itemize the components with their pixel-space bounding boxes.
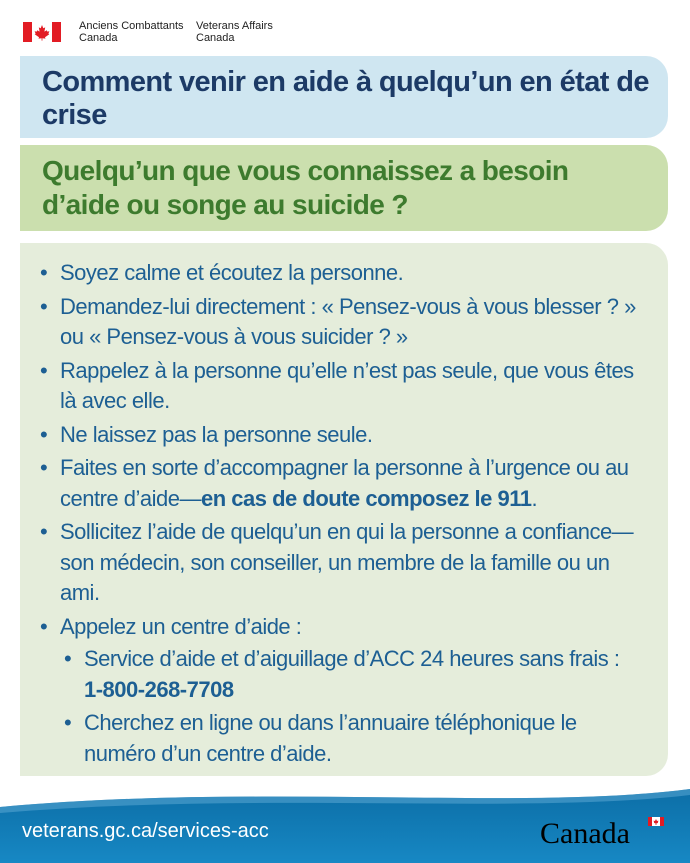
list-item: [20, 356, 668, 417]
advice-list: [20, 258, 668, 772]
page-title: Comment venir en aide à quelqu’un en état de crise: [42, 66, 649, 131]
list-item: [20, 420, 668, 451]
subtitle-banner: [20, 145, 668, 231]
list-item: [20, 258, 668, 289]
page-subtitle: Quelqu’un que vous connaissez a besoin d’aide ou songe au suicide ?: [42, 155, 569, 220]
list-item-text: Soyez calme et écoutez la personne.: [60, 260, 404, 285]
phone-number[interactable]: 1-800-268-7708: [84, 676, 234, 702]
dept-fr-line1: Anciens Combattants: [79, 20, 184, 32]
list-item-text: Ne laissez pas la personne seule.: [60, 421, 373, 447]
list-item: [20, 292, 668, 353]
list-item-text: ou « Pensez-vous à vous suicider ? »: [60, 324, 408, 349]
canada-wordmark-logo: [540, 811, 670, 851]
list-item-text: .: [531, 485, 538, 511]
sublist-item-text: Cherchez en ligne ou dans l’annuaire téléphonique le numéro d’un centre d’aide.: [84, 710, 577, 766]
dept-fr-line2: Canada: [79, 32, 118, 44]
list-item: [20, 453, 668, 514]
department-name-fr: [79, 20, 184, 44]
title-banner: [20, 56, 668, 138]
sublist-item: [60, 644, 652, 705]
government-header: [0, 0, 690, 56]
canada-flag-icon: [23, 22, 61, 42]
department-name-en: [196, 20, 273, 44]
sublist-item-text: • Service d’aide et d’aiguillage d’ACC 24 heures sans frais :: [84, 646, 620, 671]
list-item-text: Rappelez à la personne qu’elle n’est pas seule, que vous êtes là avec elle.: [60, 357, 634, 413]
footer-banner: [0, 781, 690, 863]
emergency-911-text: en cas de doute composez le 911: [200, 485, 532, 511]
advice-panel: [20, 243, 668, 776]
dept-en-line1: Veterans Affairs: [196, 20, 273, 32]
list-item-text: Appelez un centre d’aide :: [60, 613, 302, 639]
help-centre-sublist: [60, 644, 652, 769]
list-item: [20, 612, 668, 770]
list-item-text: Faites en sorte d’accompagner la personne à l’urgence ou au centre d’aide—: [60, 455, 629, 511]
list-item: [20, 517, 668, 609]
website-url[interactable]: veterans.gc.ca/services-acc: [22, 820, 269, 842]
dept-en-line2: Canada: [196, 32, 235, 44]
wordmark-text: Canada: [540, 817, 630, 850]
list-item-text: • Demandez-lui directement : « Pensez-vous à vous blesser ? »: [60, 293, 636, 319]
list-item-text: Sollicitez l’aide de quelqu’un en qui la personne a confiance—son médecin, son conseiller, un membre de la famille ou un ami.: [60, 519, 634, 605]
sublist-item: [60, 708, 652, 769]
